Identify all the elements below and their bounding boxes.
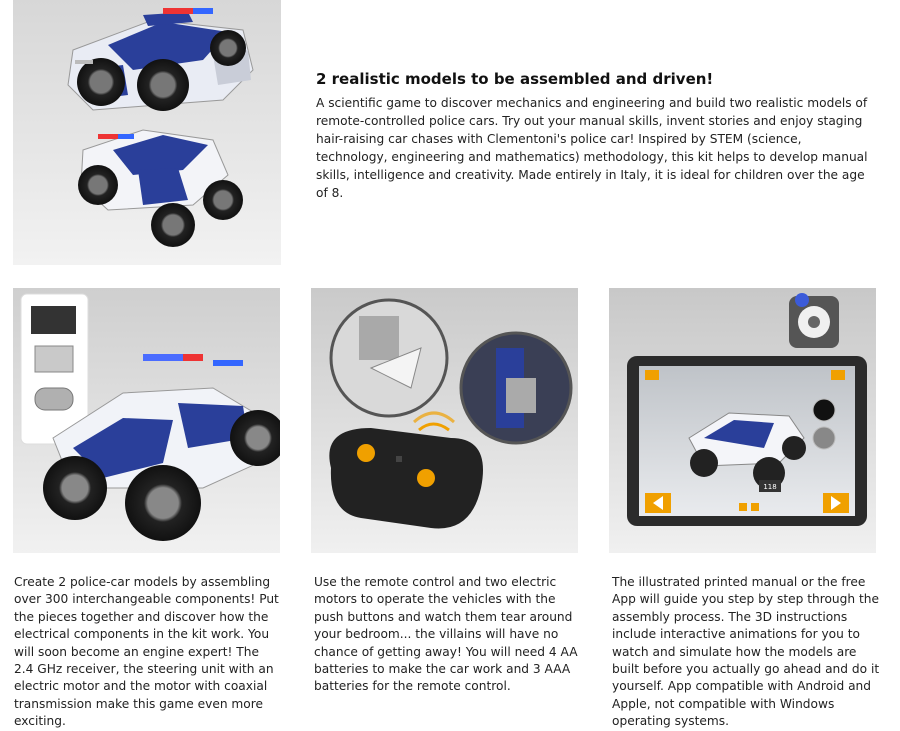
feature-column-app xyxy=(612,574,882,731)
remote-control-device xyxy=(329,428,483,529)
gear-detail-circle-right xyxy=(461,333,571,443)
police-cars-illustration xyxy=(13,0,281,265)
app-gear-icon xyxy=(789,293,839,348)
feature-description: The illustrated printed manual or the free App will guide you step by step through the assembly process. The 3D instructions include interactive animations for you to watch and simulate how the models are built before you actually go ahead and do it yourself. App compatible with Android and Apple, not compatible with Windows operating systems. xyxy=(612,575,880,729)
tablet-device xyxy=(627,356,867,526)
feature-column-components xyxy=(14,574,282,731)
feature-description: Use the remote control and two electric motors to operate the vehicles with the push buttons and watch them tear around your bedroom... the villains will have no chance of getting away! You will need 4 AA batteries to make the car work and 3 AAA batteries for the remote control. xyxy=(314,575,578,694)
gear-detail-circle-left xyxy=(331,300,447,416)
intro-heading: 2 realistic models to be assembled and driven! xyxy=(316,70,714,88)
tablet-progress-counter: 118 xyxy=(763,483,777,491)
intro-section xyxy=(316,70,876,202)
feature-description: Create 2 police-car models by assembling over 300 interchangeable components! Put the pieces together and discover how the electrical components in the kit work. You will soon become an engine expert! The 2.4 GHz receiver, the steering unit with an electric motor and the motor with coaxial transmission make this game even more exciting. xyxy=(14,575,279,729)
feature-image-components xyxy=(13,288,280,553)
hero-product-image xyxy=(13,0,281,265)
feature-column-remote xyxy=(314,574,582,696)
feature-image-remote xyxy=(311,288,578,553)
intro-description: A scientific game to discover mechanics and engineering and build two realistic models of remote-controlled police cars. Try out your manual skills, invent stories and enjoy staging hair-raising car chases with Clementoni's police car! Inspired by STEM (science, technology, engineering and mathematics) methodology, this kit helps to develop manual skills, intelligence and creativity. Made entirely in Italy, it is ideal for children over the age of 8. xyxy=(316,96,868,200)
feature-image-app xyxy=(609,288,876,553)
